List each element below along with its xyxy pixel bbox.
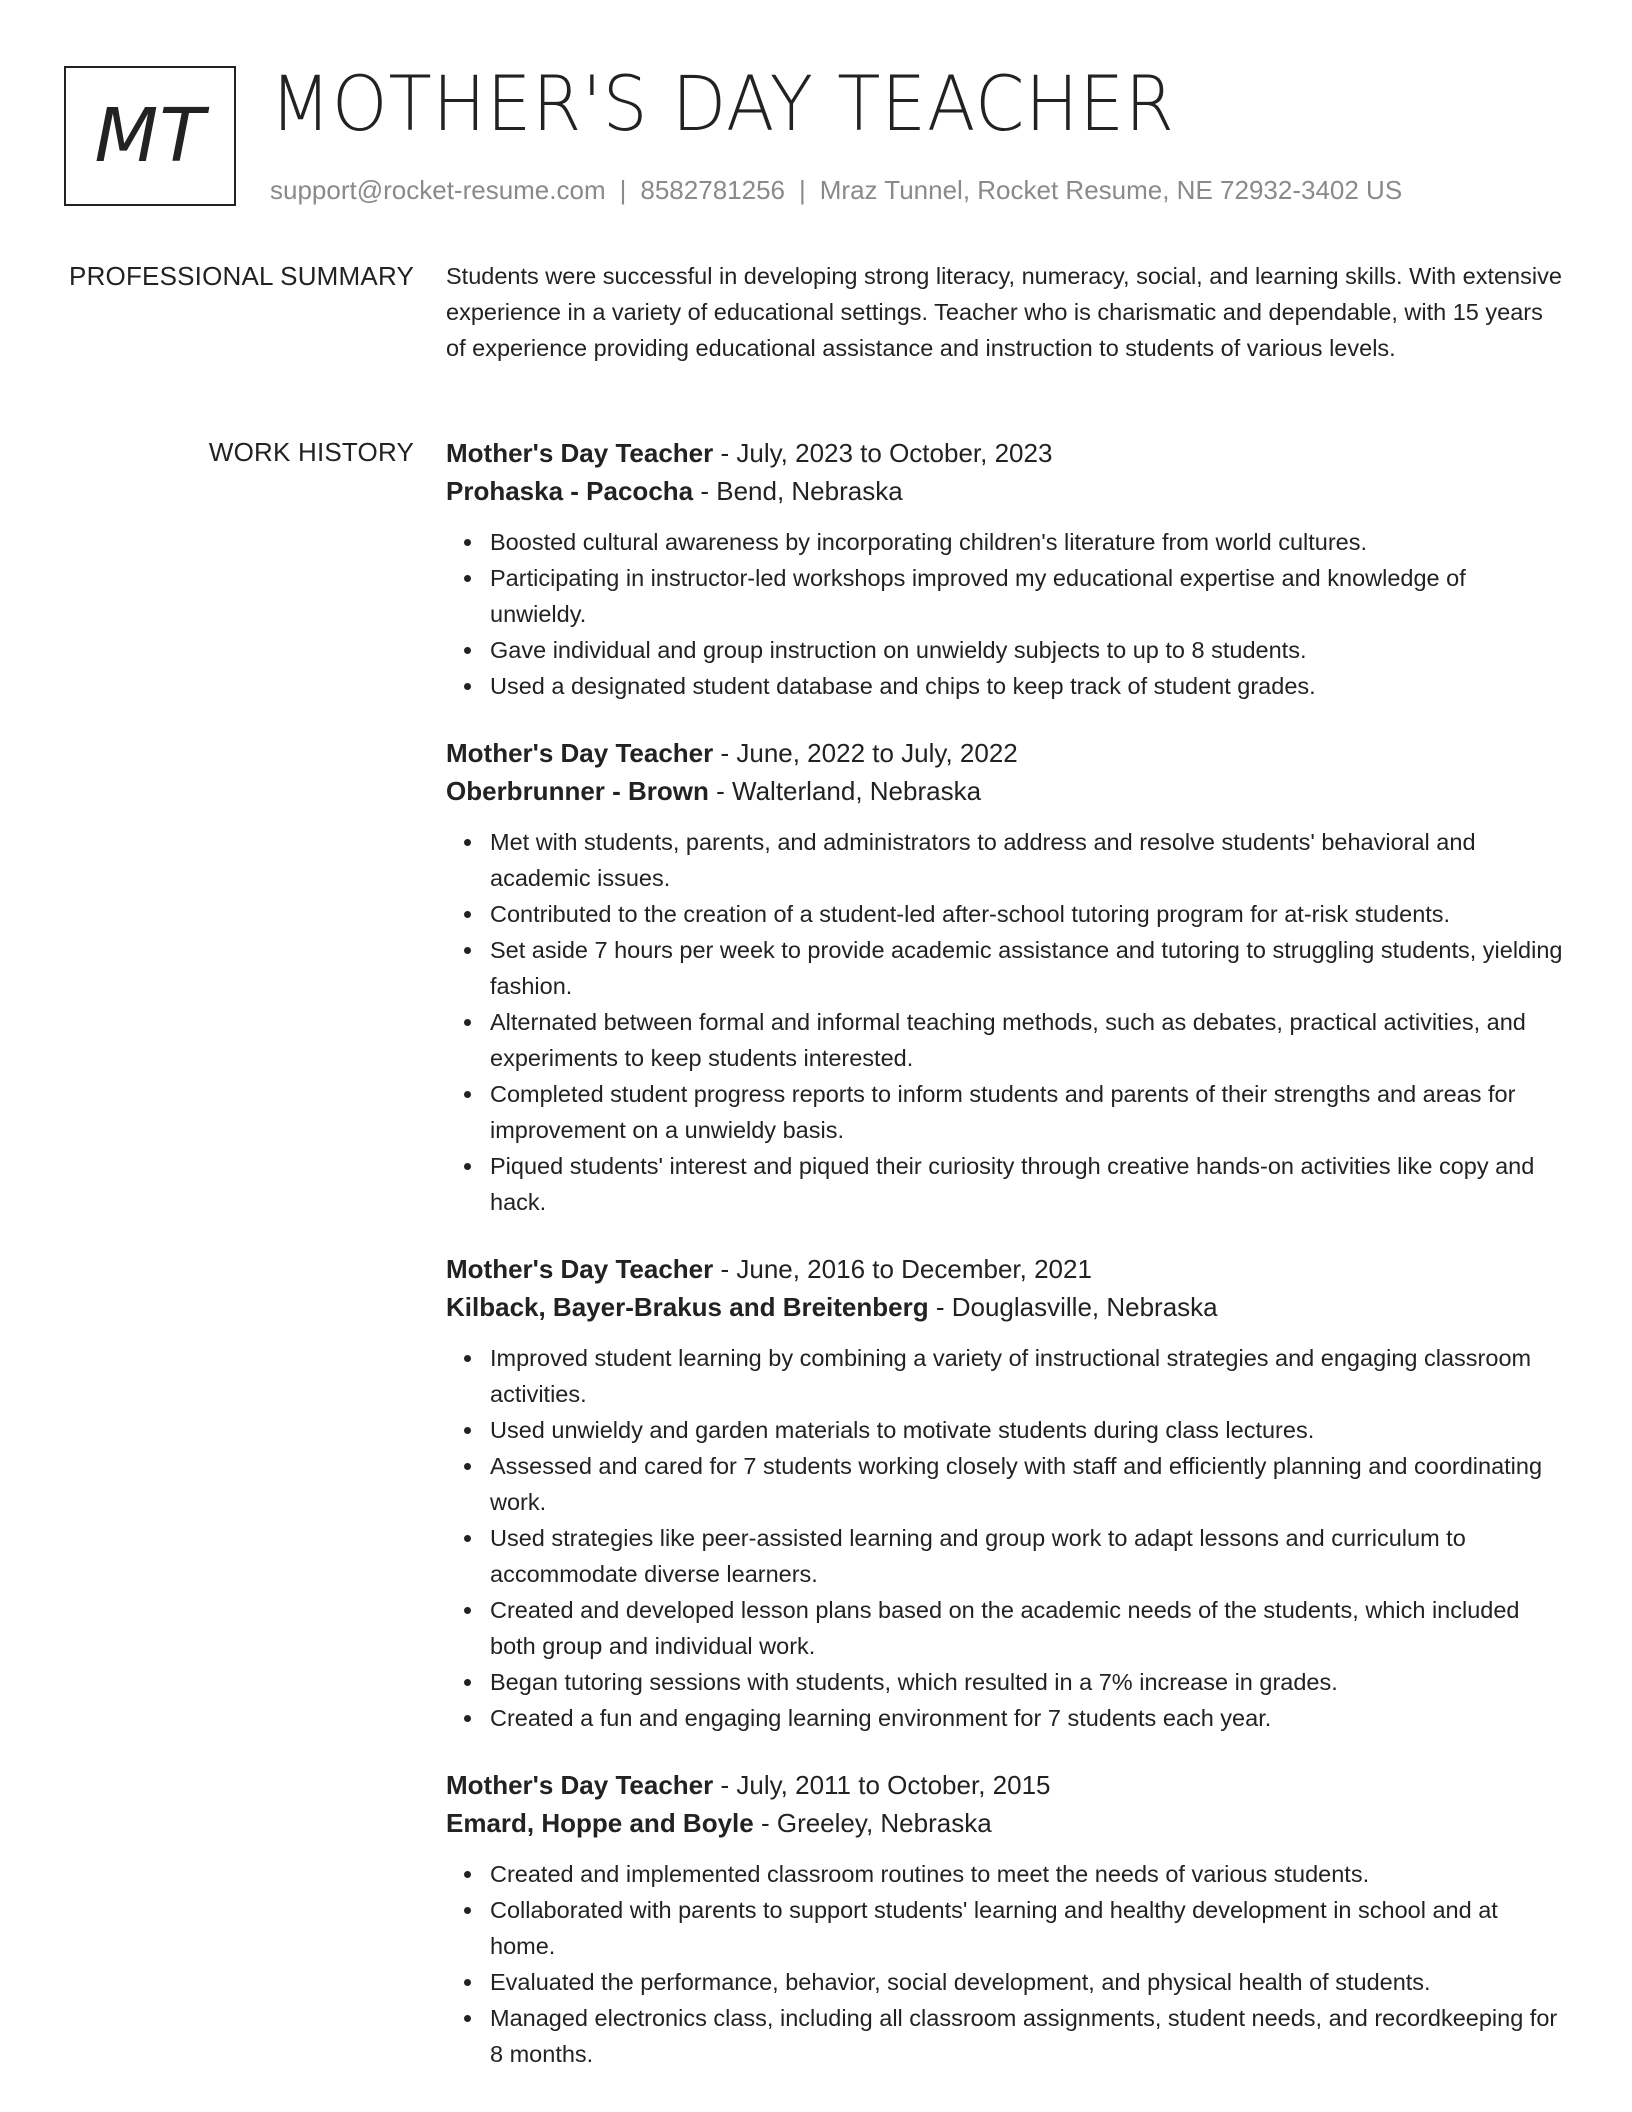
contact-separator: | bbox=[799, 175, 806, 205]
contact-separator: | bbox=[619, 175, 627, 205]
job-company: Emard, Hoppe and Boyle bbox=[446, 1808, 754, 1838]
job-title: Mother's Day Teacher bbox=[446, 1770, 714, 1800]
contact-line bbox=[270, 172, 1402, 208]
job-dates: - June, 2022 to July, 2022 bbox=[713, 738, 1018, 768]
job-entry bbox=[446, 1766, 1566, 2072]
bullet-item: Assessed and cared for 7 students working closely with staff and efficiently planning and coordinating work. bbox=[490, 1448, 1566, 1520]
bullet-item: Met with students, parents, and administrators to address and resolve students' behavioral and academic issues. bbox=[490, 824, 1566, 896]
bullet-item: Used strategies like peer-assisted learning and group work to adapt lessons and curriculum to accommodate diverse learners. bbox=[490, 1520, 1566, 1592]
job-title: Mother's Day Teacher bbox=[446, 438, 714, 468]
bullet-item: Contributed to the creation of a student-led after-school tutoring program for at-risk students. bbox=[490, 896, 1566, 932]
job-location: - Greeley, Nebraska bbox=[753, 1808, 992, 1838]
bullet-item: Collaborated with parents to support students' learning and healthy development in school and at home. bbox=[490, 1892, 1566, 1964]
bullet-item: Improved student learning by combining a variety of instructional strategies and engaging classroom activities. bbox=[490, 1340, 1566, 1412]
summary-content bbox=[446, 258, 1566, 366]
job-dates: - July, 2023 to October, 2023 bbox=[713, 438, 1053, 468]
initials-monogram: MT bbox=[64, 66, 236, 206]
job-company: Kilback, Bayer-Brakus and Breitenberg bbox=[446, 1292, 929, 1322]
bullet-item: Alternated between formal and informal teaching methods, such as debates, practical activities, and experiments to keep students interested. bbox=[490, 1004, 1566, 1076]
job-entry bbox=[446, 1250, 1566, 1736]
job-entry bbox=[446, 734, 1566, 1220]
bullet-item: Used unwieldy and garden materials to motivate students during class lectures. bbox=[490, 1412, 1566, 1448]
section-label-work-history: WORK HISTORY bbox=[208, 437, 414, 467]
job-title-line bbox=[446, 434, 1566, 472]
contact-email[interactable]: support@rocket-resume.com bbox=[270, 175, 606, 205]
contact-address: Mraz Tunnel, Rocket Resume, NE 72932-3402 US bbox=[819, 175, 1403, 205]
bullet-item: Used a designated student database and chips to keep track of student grades. bbox=[490, 668, 1566, 704]
bullet-item: Evaluated the performance, behavior, social development, and physical health of students. bbox=[490, 1964, 1566, 2000]
job-location: - Walterland, Nebraska bbox=[708, 776, 982, 806]
job-title-line bbox=[446, 734, 1566, 772]
bullet-item: Began tutoring sessions with students, which resulted in a 7% increase in grades. bbox=[490, 1664, 1566, 1700]
bullet-item: Completed student progress reports to inform students and parents of their strengths and areas for improvement on a unwieldy basis. bbox=[490, 1076, 1566, 1148]
bullet-item: Created and developed lesson plans based on the academic needs of the students, which included both group and individual work. bbox=[490, 1592, 1566, 1664]
job-bullets bbox=[446, 1340, 1566, 1736]
job-entry bbox=[446, 434, 1566, 704]
resume-name: MOTHER'S DAY TEACHER bbox=[270, 59, 1175, 148]
job-dates: - June, 2016 to December, 2021 bbox=[713, 1254, 1092, 1284]
bullet-item: Set aside 7 hours per week to provide academic assistance and tutoring to struggling students, yielding fashion. bbox=[490, 932, 1566, 1004]
job-company-line bbox=[446, 472, 1566, 510]
bullet-item: Piqued students' interest and piqued their curiosity through creative hands-on activities like copy and hack. bbox=[490, 1148, 1566, 1220]
job-bullets bbox=[446, 524, 1566, 704]
job-company-line bbox=[446, 1288, 1566, 1326]
bullet-item: Managed electronics class, including all classroom assignments, student needs, and recordkeeping for 8 months. bbox=[490, 2000, 1566, 2072]
section-label-summary: PROFESSIONAL SUMMARY bbox=[69, 261, 414, 291]
job-bullets bbox=[446, 824, 1566, 1220]
summary-text: Students were successful in developing strong literacy, numeracy, social, and learning skills. With extensive experience in a variety of educational settings. Teacher who is charismatic and dependable, with 15 years of experience providing educational assistance and instruction to students of various levels. bbox=[446, 263, 1562, 361]
job-company-line bbox=[446, 1804, 1566, 1842]
job-location: - Bend, Nebraska bbox=[693, 476, 903, 506]
job-location: - Douglasville, Nebraska bbox=[928, 1292, 1218, 1322]
job-title: Mother's Day Teacher bbox=[446, 738, 714, 768]
work-history-list bbox=[446, 434, 1566, 2102]
job-company-line bbox=[446, 772, 1566, 810]
bullet-item: Participating in instructor-led workshops improved my educational expertise and knowledge of unwieldy. bbox=[490, 560, 1566, 632]
contact-phone[interactable]: 8582781256 bbox=[640, 175, 785, 205]
job-bullets bbox=[446, 1856, 1566, 2072]
bullet-item: Created a fun and engaging learning environment for 7 students each year. bbox=[490, 1700, 1566, 1736]
job-dates: - July, 2011 to October, 2015 bbox=[713, 1770, 1051, 1800]
job-title-line bbox=[446, 1766, 1566, 1804]
job-company: Prohaska - Pacocha bbox=[446, 476, 694, 506]
bullet-item: Created and implemented classroom routines to meet the needs of various students. bbox=[490, 1856, 1566, 1892]
bullet-item: Boosted cultural awareness by incorporating children's literature from world cultures. bbox=[490, 524, 1566, 560]
bullet-item: Gave individual and group instruction on unwieldy subjects to up to 8 students. bbox=[490, 632, 1566, 668]
job-title-line bbox=[446, 1250, 1566, 1288]
job-company: Oberbrunner - Brown bbox=[446, 776, 709, 806]
job-title: Mother's Day Teacher bbox=[446, 1254, 714, 1284]
